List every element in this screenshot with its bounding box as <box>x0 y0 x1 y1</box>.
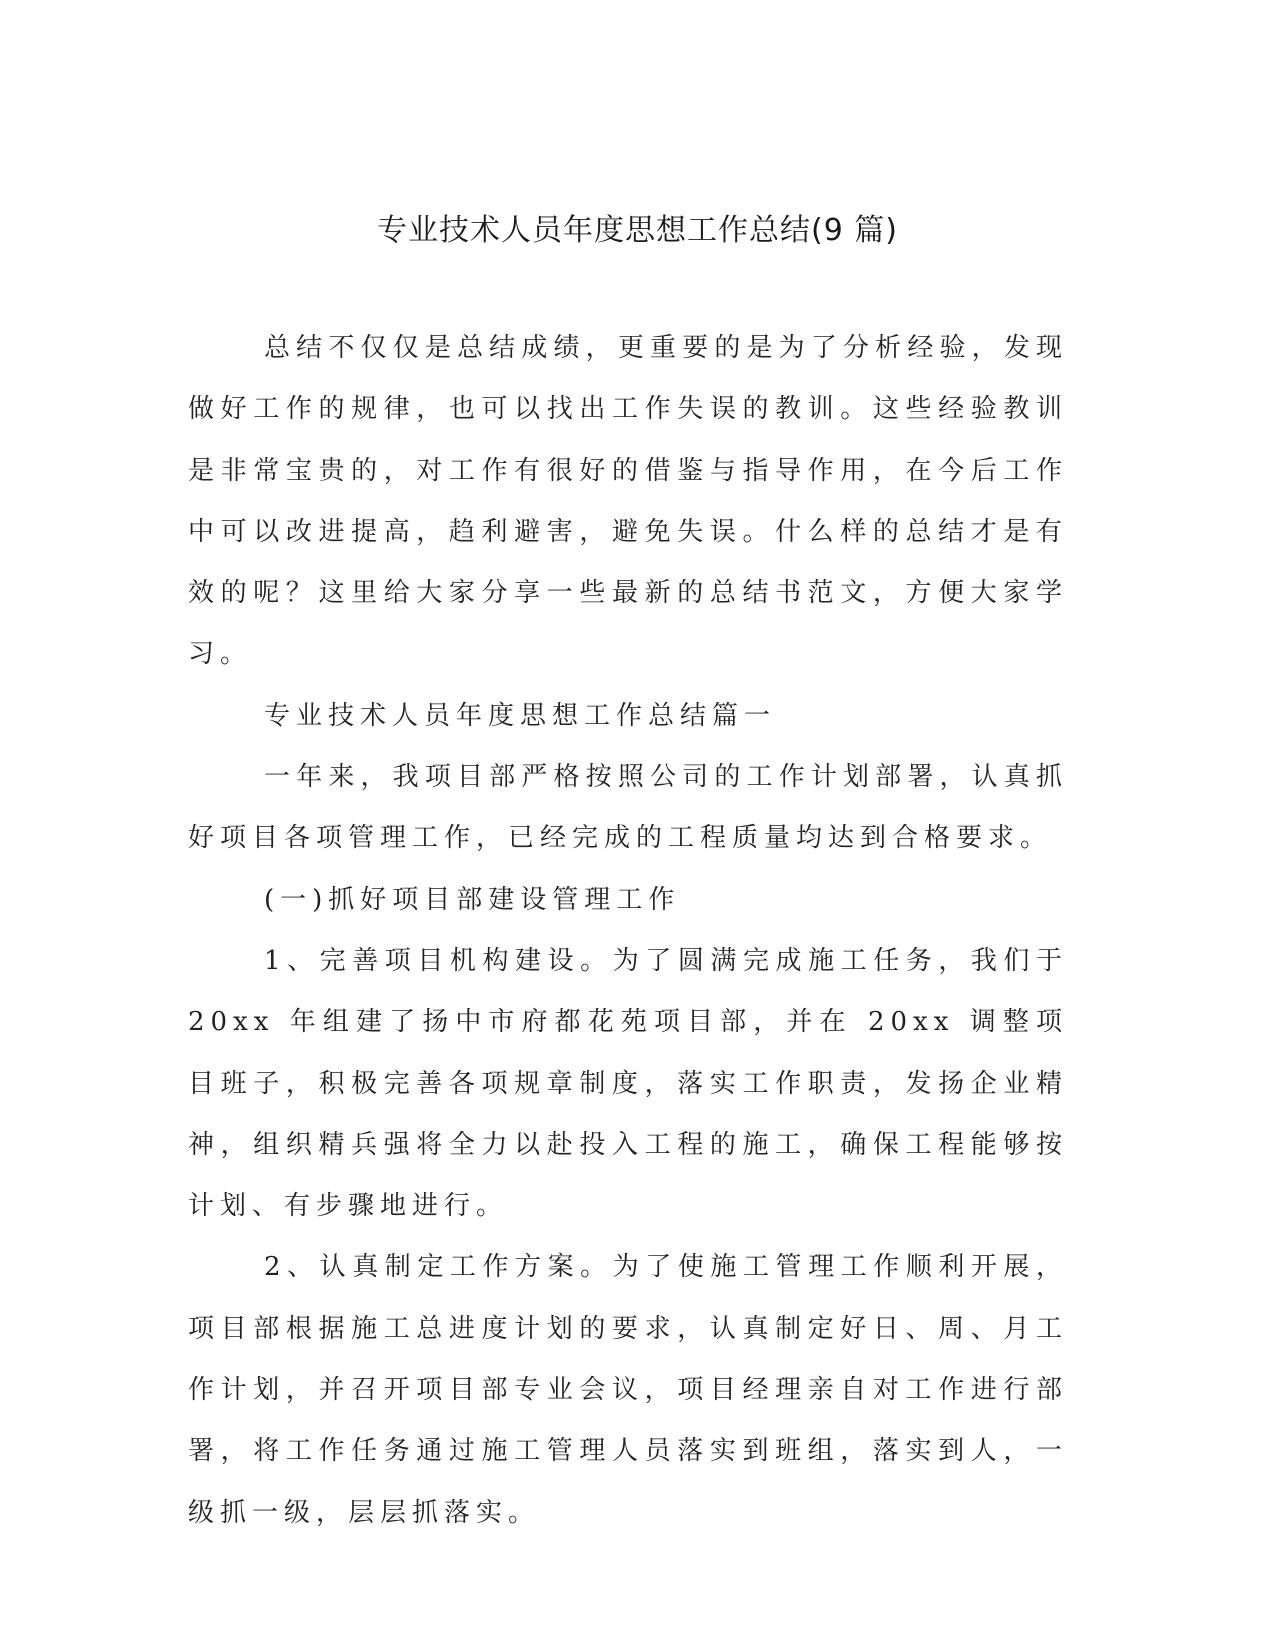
paragraph-overview: 一年来，我项目部严格按照公司的工作计划部署，认真抓好项目各项管理工作，已经完成的工程质量均达到合格要求。 <box>188 762 1068 854</box>
section-heading-part-one: 专业技术人员年度思想工作总结篇一 <box>264 700 777 731</box>
paragraph-item-2: 2、认真制定工作方案。为了使施工管理工作顺利开展，项目部根据施工总进度计划的要求，认真制定好日、周、月工作计划，并召开项目部专业会议，项目经理亲自对工作进行部署，将工作任务通过施工管理人员落实到班组，落实到人，一级抓一级，层层抓落实。 <box>188 1252 1068 1528</box>
document-title: 专业技术人员年度思想工作总结(9 篇) <box>376 213 899 248</box>
paragraph-item-1: 1、完善项目机构建设。为了圆满完成施工任务，我们于 20xx 年组建了扬中市府都花苑项目部，并在 20xx 调整项目班子，积极完善各项规章制度，落实工作职责，发扬企业精神，组织精兵强将全力以赴投入工程的施工，确保工程能够按计划、有步骤地进行。 <box>188 945 1068 1222</box>
document-body <box>188 318 1068 1544</box>
paragraph-intro: 总结不仅仅是总结成绩，更重要的是为了分析经验，发现做好工作的规律，也可以找出工作失误的教训。这些经验教训是非常宝贵的，对工作有很好的借鉴与指导作用，在今后工作中可以改进提高，趋利避害，避免失误。什么样的总结才是有效的呢？这里给大家分享一些最新的总结书范文，方便大家学习。 <box>188 333 1068 670</box>
subsection-heading: (一)抓好项目部建设管理工作 <box>264 884 681 915</box>
